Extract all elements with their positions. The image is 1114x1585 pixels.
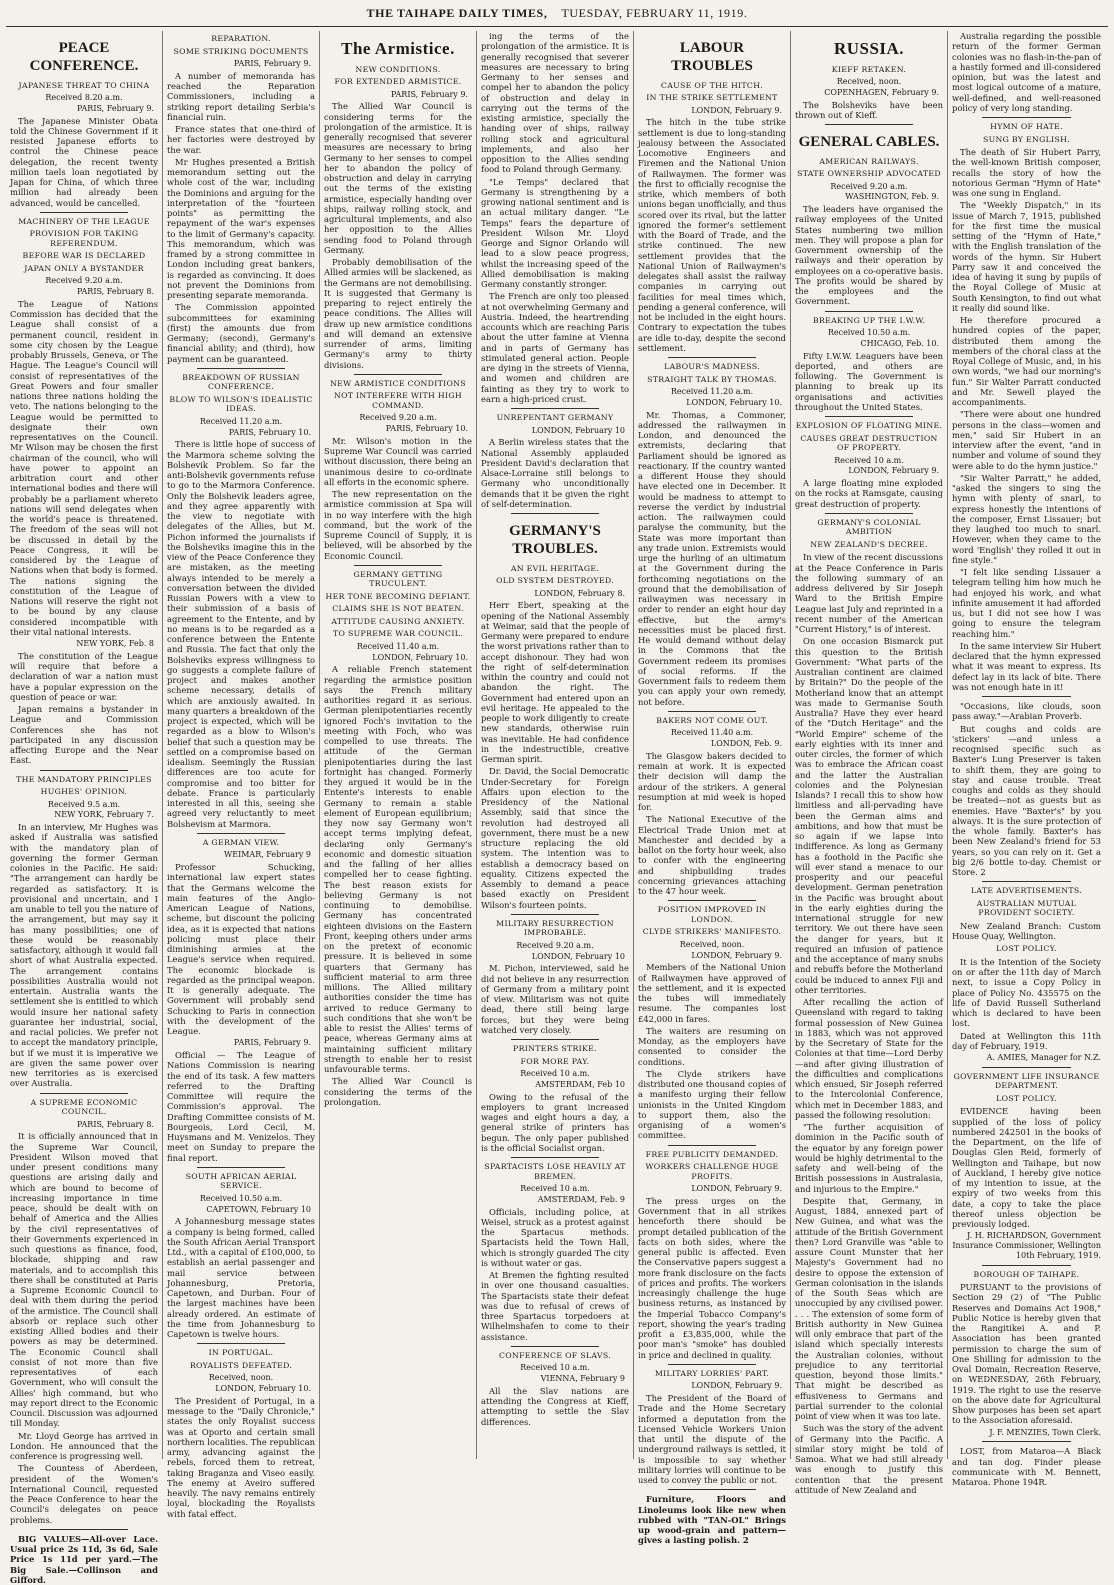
subheading: GERMANY'S COLONIAL AMBITION xyxy=(817,517,921,537)
dateline: PARIS, February 8. xyxy=(76,1119,154,1129)
divider xyxy=(668,1489,757,1490)
subheading: HER TONE BECOMING DEFIANT. xyxy=(325,591,471,601)
paragraph: The waiters are resuming on Monday, as the employers have consented to consider the conditions. xyxy=(638,1025,786,1067)
received-time: Received 8.20 a.m. xyxy=(45,93,123,103)
dateline: PARIS, February 9. xyxy=(390,89,468,99)
paragraph: Mr. Wilson's motion in the Supreme War Council was carried without discussion, there being an unanimous desire to co-ordinate all efforts in the economic sphere. xyxy=(324,435,472,487)
paragraph: The French are only too pleased at not overwhelming Germany and Austria. Indeed, the heartrending accounts which are reaching Paris about the utter famine at Vienna and in parts of Germany has stimulated general action. People are dying in the streets of Vienna, and women and children are fainting as they try to work to earn a high-priced crust. xyxy=(481,291,629,404)
dateline: LONDON, February 10. xyxy=(372,652,468,662)
divider xyxy=(825,311,914,312)
masthead xyxy=(6,0,1108,27)
subheading: LABOUR'S MADNESS. xyxy=(664,362,760,372)
subheading: HUGHES' OPINION. xyxy=(40,787,128,797)
received-time: Received, noon. xyxy=(836,77,902,87)
subheading: BLOW TO WILSON'S IDEALISTIC IDEAS. xyxy=(169,394,313,414)
dateline: AMSTERDAM, Feb. 9 xyxy=(537,1194,625,1204)
dateline: PARIS, February 10. xyxy=(228,427,311,437)
dateline: PARIS, February 9. xyxy=(233,1038,311,1048)
divider xyxy=(982,1441,1071,1442)
subheading: NEW CONDITIONS. xyxy=(355,64,441,74)
divider xyxy=(982,1265,1071,1266)
column-7 xyxy=(948,31,1105,1487)
subheading: BEFORE WAR IS DECLARED xyxy=(22,251,146,261)
paragraph: The League of Nations Commission has decided that the League shall consist of a permanent council, resident in some city chosen by the League probably Brussels, Geneva, or The Hague. The League's Council will consist of representatives of the Great Powers and four smaller nations three nations holding the veto. The nations belonging to the League would be permitted to designate their own representatives on the Council. Mr Wilson may be chosen the first chairman of the council, who will have power to appoint an arbitration court and other international bodies and there will probably be a parliament whereto nations will send delegates when the world's peace is threatened. The freedom of the seas will not be discussed in detail by the Peace Congress, it will be considered by the League of Nations when that body is formed. The nations signing the constitution of the League of Nations will reserve the right not to be bound by any clause considered incompatible with their vital national interests. xyxy=(10,298,158,637)
paragraph: In the same interview Sir Hubert declared that the hymn expressed what it was meant to express. Its defect lay in its lack of bite. There was not enough hate in it! xyxy=(952,640,1101,692)
advertisement: BIG VALUES—All-over Lace. Usual price 2s 11d, 3s 6d, Sale Price 1s 11d per yard.—The Big Sale.—Collinson and Gifford. xyxy=(10,1533,158,1585)
issue-date: TUESDAY, FEBRUARY 11, 1919. xyxy=(561,5,748,20)
columns-container xyxy=(6,31,1108,1585)
paragraph: M. Pichon, interviewed, said he did not believe in any resurrection of Germany from a military point of view. Militarism was not quite dead, there still being large forces, but they were being watched very closely. xyxy=(481,963,629,1035)
divider xyxy=(511,1157,600,1158)
subheading: BOROUGH OF TAIHAPE. xyxy=(973,1269,1080,1279)
subheading: CAUSES GREAT DESTRUCTION OF PROPERTY. xyxy=(800,433,938,453)
paragraph: The leaders have organised the railway employees of the United States numbering two million men. They will propose a plan for Government ownership of the railways and their operation by employees on a co-operative basis. The profits would be shared by the employees and the Government. xyxy=(795,204,943,307)
subheading: LOST POLICY. xyxy=(996,944,1057,954)
paragraph: The death of Sir Hubert Parry, the well-known British composer, recalls the story of how the notorious German "Hymn of Hate" was one sung in England. xyxy=(952,147,1101,198)
paragraph: The constitution of the League will require that before a declaration of war a nation must have a popular expression on the question of peace or war. xyxy=(10,650,158,702)
column-1 xyxy=(6,31,163,1585)
subheading: AUSTRALIAN MUTUAL PROVIDENT SOCIETY. xyxy=(976,898,1077,918)
divider xyxy=(668,1364,757,1365)
subheading: SUNG BY ENGLISH. xyxy=(982,134,1071,144)
paragraph: It is officially announced that in the Supreme War Council, President Wilson moved that under present conditions many questions are arising daily and which are bound to become of increasing importance in time peace, should be dealt with on behalf of America and the Allies by the civil representatives of their Governments experienced in such questions as finance, food, blockade, shipping and raw materials, and to accomplish this there shall be constituted at Paris a Supreme Economic Council to deal with them during the period of the armistice. The Council shall absorb or replace such other existing Allied bodies and their powers as may be determined. The Economic Council shall consist of not more than five representatives of each Government, who will consult the Allies' high command, but who may report direct to the Economic Council. Discussion was adjourned till Monday. xyxy=(10,1131,158,1429)
subheading: FOR MORE PAY. xyxy=(520,1056,590,1066)
dateline: WEIMAR, February 9 xyxy=(224,850,311,860)
paragraph: Fifty I.W.W. Leaguers have been deported, and others are following. The Government is planning to break up its organisations and activities throughout the United States. xyxy=(795,350,943,412)
dateline: LONDON, February 10 xyxy=(531,425,625,435)
paragraph: The "Weekly Dispatch," in its issue of March 7, 1915, published for the first time the musical setting of the "Hymn of Hate," with the English translation of the words of the hymn. Sir Hubert Parry saw it and conceived the idea of having it sung by pupils of the Royal College of Music at South Kensington, to find out what it really did sound like. xyxy=(952,200,1101,313)
paragraph: A large floating mine exploded on the rocks at Ramsgate, causing great destruction of property. xyxy=(795,478,943,509)
paragraph: "Sir Walter Parratt," he added, "asked the singers to sing the hymn with plenty of snarl, to express honestly the intentions of the composer, Ernst Lissauer; but they laughed too much to snarl. However, when they came to the word 'English' they rolled it out in fine style." xyxy=(952,472,1101,565)
paragraph: The Japanese Minister Obata told the Chinese Government if it resisted Japanese efforts to control the Chinese peace delegation, the recent twenty million taels loan negotiated by Japan for China, of which three million had already been advanced, would be cancelled. xyxy=(10,115,158,208)
subheading: GERMANY GETTING TRUCULENT. xyxy=(353,569,443,589)
subheading: WORKERS CHALLENGE HUGE PROFITS. xyxy=(645,1162,779,1181)
paragraph: The Commission appointed subcommittees for examining (first) the amounts due from Germany; (second), Germany's financial ability; and (third), how payment can be guaranteed. xyxy=(167,302,315,364)
divider xyxy=(511,1346,600,1347)
paragraph: Mr. Lloyd George has arrived in London. He announced that the conference is progressing well. xyxy=(10,1430,158,1462)
received-time: Received 11.40 a.m. xyxy=(356,641,440,651)
subheading: TO SUPREME WAR COUNCIL. xyxy=(333,629,463,639)
paragraph: Members of the National Union of Railwaymen have approved of the settlement, and it is expected the tubes will immediately resume. The companies lost £42,000 in fares. xyxy=(638,962,786,1024)
paragraph: A number of memoranda has reached the Reparation Commissioners, including a striking report detailing Serbia's financial ruin. xyxy=(167,70,315,122)
subheading: A SUPREME ECONOMIC COUNCIL. xyxy=(30,1097,138,1117)
paragraph: But coughs and colds are 'stickers' —and unless a recognised specific such as Baxter's Lung Preserver is taken to shift them, they are going to stay and cause trouble. Treat coughs and colds as they should be treated—not as guests but as enemies. Have "Baxter's" by you always. It is the sure protection of the whole family. Baxter's has been New Zealand's friend for 53 years, so you can rely on it. Get a big 2/6 bottle to-day. Chemist or Store. 2 xyxy=(952,723,1101,877)
dateline: LONDON, February 10. xyxy=(215,1384,311,1393)
divider xyxy=(40,212,129,213)
dateline: PARIS, February 8. xyxy=(76,287,154,297)
signature: A. AMIES, Manager for N.Z. xyxy=(986,1053,1101,1062)
divider xyxy=(511,1039,600,1040)
dateline: CAPETOWN, February 10 xyxy=(206,1204,311,1214)
paragraph: Mr Hughes presented a British memorandum setting out the whole cost of the war, including the Dominions and arguing for the interpretation of the "fourteen points" as permitting the repayment of the war's expenses to the limit of Germany's capacity. This memorandum, which was framed by a strong committee in London including great bankers, is regarded as convincing. It does not prevent the Dominions from presenting separate memoranda. xyxy=(167,156,315,300)
paragraph: There is little hope of success of the Marmora scheme solving the Bolshevik Problem. So far the anti-Bolshevik governments refuse to go to the Marmora Conference. Only the Bolshevik leaders agree, and they agree apparently with the view to negotiate with delegates of the Allies, but M. Pichon informed the journalists if the Bolsheviks imagine this in the view of the Peace Conference they are mistaken, as the meeting always intended to be merely a conversation between the divided Russian Powers with a view to their submission of a basis of agreement to the Entente, and by no means is to be regarded as a conference between the Entente and Russia. The fact that only the Bolsheviks express willingness to go suggests a complete failure of project and makes another scheme necessary, details of which are anxiously awaited. In many quarters a breakdown of the project is expected, which will be regarded as a blow to Wilson's belief that such a question may be settled on a compromise based on idealism. Seemingly the Russian differences are too acute for compromise and too bitter for debate. France is particularly interested in all this, seeing she agreed very reluctantly to meet Bolshevism at Marmora. xyxy=(167,439,315,829)
subheading: CONFERENCE OF SLAVS. xyxy=(498,1350,611,1360)
paragraph: A reliable French statement regarding the armistice position says the French military authorities regard it as serious. German plenipotentiaries recently ignored Foch's invitation to the meeting with Foch, who was compelled to use threats. The attitude of the German plenipotentiaries during the last fortnight has changed. Formerly they argued it would be in the Entente's interests to enable Germany to remain a stable element of European equilibrium; they now say Germany won't accept terms implying defeat, declaring only Germany's economic and domestic situation and the falling of her allies compelled her to cease fighting. The best reason exists for believing Germany is not continuing to demobilise. Germany has concentrated eighteen divisions on the Eastern Front, keeping others under arms on the pretext of economic pressure. It is believed in some quarters that Germany has sufficient material to arm three millions. The Allied military authorities consider the time has arrived to reduce Germany to such conditions that she won't be able to resist the Allies' terms of peace, whereas Germany aims at maintaining sufficient military strength to enable her to resist unfavourable terms. xyxy=(324,664,472,1075)
divider xyxy=(668,900,757,901)
subheading: A GERMAN VIEW. xyxy=(202,837,280,847)
subheading: ATTITUDE CAUSING ANXIETY. xyxy=(331,616,465,626)
dateline: VIENNA, February 9 xyxy=(540,1374,625,1384)
subheading: EXPLOSION OF FLOATING MINE. xyxy=(795,421,943,431)
subheading: CAUSE OF THE HITCH. xyxy=(660,80,764,90)
paper-name: THE TAIHAPE DAILY TIMES, xyxy=(366,5,548,20)
paragraph: Despite that, Germany, in August, 1884, annexed part of New Guinea, and what was the attitude of the British Government then? Lord Granville was "able to assure Count Munster that her Majesty's Government had no desire to oppose the extension of German colonisation in the islands of the South Seas which are unoccupied by any civilised power. . . . The extension of some form of British authority in New Guinea will only embrace that part of the island which specially interests the Australian colonies, without prejudice to any territorial question, beyond those limits." That might be described as effusiveness to Germans and partial surrender to the colonial point of view when it was too late. xyxy=(795,1195,943,1422)
received-time: Received 9.20 a.m. xyxy=(359,413,437,423)
subheading: FREE PUBLICITY DEMANDED. xyxy=(645,1149,779,1159)
divider xyxy=(354,565,443,566)
subheading: GOVERNMENT LIFE INSURANCE DEPARTMENT. xyxy=(953,1071,1100,1091)
received-time: Received 10.50 a.m. xyxy=(199,1193,283,1203)
divider xyxy=(825,416,914,417)
headline: PEACE CONFERENCE. xyxy=(29,40,139,75)
paragraph: Herr Ebert, speaking at the opening of the National Assembly at Weimar, said that the people of Germany were prepared to endure the worst privations rather than to accept dishonour. They had won the right of self-determination within the country and could not abandon the right. The Government had entered upon an evil heritage. He appealed to the people to work diligently to create new standards, otherwise ruin was inevitable. He had confidence in the indestructible, creative German spirit. xyxy=(481,600,629,765)
column-4 xyxy=(477,31,634,1459)
column-5 xyxy=(634,31,791,1546)
subheading: JAPAN ONLY A BYSTANDER xyxy=(24,263,144,273)
subheading: REPARATION. xyxy=(211,34,271,43)
subheading: MILITARY LORRIES' PART. xyxy=(654,1368,770,1378)
dateline: LONDON, February 9. xyxy=(691,1381,782,1391)
divider xyxy=(197,1167,286,1168)
subheading: BREAKING UP THE I.W.W. xyxy=(812,315,926,325)
paragraph: "I felt like sending Lissauer a telegram telling him how much he had enjoyed his work, and what infinite amusement it had afforded us, but I did not see how I was going to ensure the telegram reaching him." xyxy=(952,567,1101,639)
divider xyxy=(982,696,1071,697)
subheading: NEW ARMISTICE CONDITIONS xyxy=(330,378,466,388)
divider xyxy=(197,1343,286,1344)
advertisement: Furniture, Floors and Linoleums look like new when rubbed with "TAN-OL" Brings up wood-grain and pattern—gives a lasting polish. 2 xyxy=(638,1494,786,1546)
paragraph: On one occasion Bismarck put this question to the British Government: "What parts of the Australian continent are claimed by Britain?" Do the people of the Motherland know that an attempt was made to Germanise South Australia? Have they ever heard of the "Dutch Heritage" and the "World Empire" scheme of the early eighties with its inner and outer circles, the former of which was to embrace the African coast and the latter the Australian colonies and the Polynesian Islands? I recall this to show how limitless and all-pervading have been the German aims and ambitions, and how that must be so again if we lapse into indifference. As long as Germany has a foothold in the Pacific she will ever stand a menace to our prosperity and our peaceful development. German penetration in the Pacific was brought about in the early eighties during the international struggle for new territory. We out there have seen the danger for years, but it required an infusion of patience and the acceptance of many snubs and rebuffs before the Motherland could be induced to annex Fiji and other territories. xyxy=(795,636,943,995)
subheading: PRINTERS STRIKE. xyxy=(513,1044,597,1054)
paragraph: Australia regarding the possible return of the former German colonies was no flash-in-the-pan of a hastily formed and ill-considered opinion, but was the latest and most logical outcome of a mature, well-defined, and well-reasoned policy of very long standing. xyxy=(952,31,1101,113)
paragraph: The National Executive of the Electrical Trade Union met at Manchester and decided by a ballot on the forty hour week, also to confer with the engineering and shipbuilding trades concerning grievances attaching to the 47 hour week. xyxy=(638,814,786,897)
dateline: LONDON, February 10. xyxy=(686,397,782,407)
subheading: STRAIGHT TALK BY THOMAS. xyxy=(647,374,777,384)
subheading: MACHINERY OF THE LEAGUE xyxy=(18,216,150,226)
paragraph: The Glasgow bakers decided to remain at work. It is expected their decision will damp the ardour of the strikers. A general resumption at mid week is hoped for. xyxy=(638,750,786,813)
signature: J. H. RICHARDSON, Government Insurance Commissioner, Wellington 10th February, 1919. xyxy=(952,1231,1101,1260)
paragraph: At Bremen the fighting resulted in over one thousand casualties. The Spartacists state their defeat was due to refusal of crews of three Spartacus torpedoers at Wilhelmshafen to come to their assistance. xyxy=(481,1270,629,1342)
divider xyxy=(40,1093,129,1094)
paragraph: New Zealand Branch: Custom House Quay, Wellington. xyxy=(952,920,1101,941)
received-time: Received, noon. xyxy=(208,1373,274,1383)
signature: J. F. MENZIES, Town Clerk. xyxy=(989,1427,1101,1437)
divider xyxy=(197,368,286,369)
subheading: KIEFF RETAKEN. xyxy=(831,64,907,74)
paragraph: Mr. Thomas, a Commoner, addressed the railwaymen in London, and denounced the extremists, declaring that Parliament should be ignored as reactionary. If the country wanted a different House they should have elected one in December. It would be madness to attempt to reverse the verdict by industrial action. The railwaymen could paralyse the community, but the State was more important than any trade union. Extremists would urge the hurling of an ultimatum at the Government during the forthcoming negotiations on the ground that the demobilisation of railwaymen was necessary in order to render an eight hour day effective, but the army's necessities must be placed first. He would demand without delay in the Commons that the Government redeem its promises of social reforms. If the Government fails to redeem them you can apply your own remedy, not before. xyxy=(638,409,786,707)
divider xyxy=(197,833,286,834)
subheading: LOST POLICY. xyxy=(996,1093,1057,1103)
paragraph: PURSUANT to the provisions of Section 29 (2) of "The Public Reserves and Domains Act 1908," Public Notice is hereby given that the Rangitikei A. and P. Association has been granted permission to charge the sum of One Shilling for admission to the Oval Domain, Recreation Reserve, on WEDNESDAY, 26th February, 1919. The right to use the reserve on the above date for Agricultural Show purposes has been set apart to the Association aforesaid. xyxy=(952,1282,1101,1426)
subheading: MILITARY RESURRECTION IMPROBABLE. xyxy=(496,918,614,938)
paragraph: Dr. David, the Social Democratic Under-Secretary for Foreign Affairs upon election to the Presidency of the National Assembly, said that since the revolution had destroyed all government, there must be a new structure replacing the old system. The intention was to establish a democracy based on equality. Citizens expected the Assembly to demand a peace based exactly on President Wilson's fourteen points. xyxy=(481,766,629,910)
subheading: FOR EXTENDED ARMISTICE. xyxy=(334,77,462,87)
paragraph: A Johannesburg message states a company is being formed, called the South African Aerial Transport Ltd., with a capital of £100,000, to establish an aerial passenger and mail service between Johannesburg, Pretoria, Capetown, and Durban. Four of the largest machines have been already ordered. An estimate of the time from Johannesburg to Capetown is twelve hours. xyxy=(167,1216,315,1339)
subheading: NOT INTERFERE WITH HIGH COMMAND. xyxy=(333,391,463,410)
divider xyxy=(40,1529,129,1530)
headline: The Armistice. xyxy=(341,39,455,58)
paragraph: Such was the story of the advent of Germany into the Pacific. A similar story might be told of Samoa. What we had still already was enough to justify this contention that the present attitude of New Zealand and xyxy=(795,1423,943,1495)
received-time: Received, noon. xyxy=(679,939,745,949)
received-time: Received 10 a.m. xyxy=(520,1184,590,1194)
headline: RUSSIA. xyxy=(833,39,905,58)
paragraph: The Allied War Council is considering terms for the prolongation of the armistice. It is generally recognised that severer measures are necessary to bring Germany to her senses to compel her to abandon the policy of obstruction and delay in carrying out the terms of the existing armistice, especially handing over ships, railway rolling stock, and agricultural implements, and also her opposition to the Allies sending food to Poland through Germany. xyxy=(324,101,472,255)
paragraph: In view of the recent discussions at the Peace Conference in Paris the following summary of an address delivered by Sir Joseph Ward to the British Empire League last July and reprinted in a recent number of the American "Current History," is of interest. xyxy=(795,552,943,635)
subheading: THE MANDATORY PRINCIPLES xyxy=(16,774,152,784)
divider xyxy=(511,914,600,915)
headline: LABOUR TROUBLES xyxy=(671,40,753,75)
dateline: NEW YORK, Feb. 8 xyxy=(76,639,154,649)
dateline: COPENHAGEN, February 9. xyxy=(824,87,939,97)
subheading: CLAIMS SHE IS NOT BEATEN. xyxy=(332,604,464,614)
paragraph: Probably demobilisation of the Allied armies will be slackened, as the Germans are not demobilising. It is suggested that Germany is preparing to reject entirely the peace conditions. The Allies will draw up new armistice conditions and will demand an extensive surrender of arms, limiting Germany's army to thirty divisions. xyxy=(324,257,472,370)
subheading: CLYDE STRIKERS' MANIFESTO. xyxy=(642,927,782,937)
received-time: Received 9.5 a.m. xyxy=(47,799,121,809)
divider xyxy=(511,408,600,409)
subheading: IN PORTUGAL. xyxy=(208,1348,274,1358)
paragraph: "There were about one hundred persons in the class—women and men," said Sir Hubert in an interview after the event, "and in number and volume of sound they were able to do the hymn justice." xyxy=(952,409,1101,471)
subheading: STATE OWNERSHIP ADVOCATED xyxy=(797,169,941,179)
received-time: Received 11.20 a.m. xyxy=(199,416,283,426)
divider xyxy=(982,881,1071,882)
subheading: OLD SYSTEM DESTROYED. xyxy=(496,576,614,586)
column-2 xyxy=(163,31,320,1519)
dateline: LONDON, February 9. xyxy=(691,950,782,960)
column-3 xyxy=(320,31,477,1459)
dateline: AMSTERDAM, Feb 10 xyxy=(535,1079,625,1089)
received-time: Received 11.40 a.m. xyxy=(670,728,754,738)
paragraph: After recalling the action of Queensland with regard to taking formal possession of New Guinea in 1883, which was not approved by the Secretary of State for the Colonies at that time—Lord Derby—and after giving illustration of the difficulties and complications which ensued, Sir Joseph referred to the Intercolonial Conference, which met in December 1883, and passed the following resolution: xyxy=(795,997,943,1120)
dateline: LONDON, February 8. xyxy=(534,588,625,598)
subheading: SOUTH AFRICAN AERIAL SERVICE. xyxy=(185,1171,297,1191)
received-time: Received 9.20 a.m. xyxy=(45,276,123,286)
dateline: LONDON, Feb. 9. xyxy=(710,739,782,749)
headline: GERMANY'S TROUBLES. xyxy=(509,523,601,558)
dateline: LONDON, February 10 xyxy=(531,951,625,961)
dateline: CHICAGO, Feb. 10. xyxy=(860,338,939,348)
subheading: JAPANESE THREAT TO CHINA xyxy=(18,80,150,90)
divider xyxy=(668,357,757,358)
subheading: IN THE STRIKE SETTLEMENT xyxy=(646,93,778,103)
paragraph: The President of Portugal, in a message to the "Daily Chronicle," states the only Royalist success was at Oporto and certain small northern localities. The republican army, advancing against the rebels, forced them to retreat, taking Braganza and Viseo easily. The enemy at Aveiro suffered heavily. The navy remains entirely loyal, blockading the Royalists with fatal effect. xyxy=(167,1395,315,1519)
subheading: BREAKDOWN OF RUSSIAN CONFERENCE. xyxy=(182,372,300,392)
subheading: AMERICAN RAILWAYS. xyxy=(819,156,919,166)
paragraph: Officials, including police, at Weisel, struck as a protest against the Spartacus methods. Spartacists held the Town Hall, which is strongly guarded The city is without water or gas. xyxy=(481,1206,629,1268)
divider xyxy=(40,770,129,771)
divider xyxy=(354,374,443,375)
dateline: PARIS, February 10. xyxy=(385,424,468,434)
divider xyxy=(825,513,914,514)
paragraph: It is the Intention of the Society on or after the 11th day of March next, to issue a Copy Policy in place of Policy No. 435575 on the life of David Russell Sutherland which is declared to have been lost. xyxy=(952,956,1101,1029)
paragraph: A Berlin wireless states that the National Assembly applauded President David's declaration that Alsace-Lorraine still belongs to Germany who unconditionally demands that it be given the right of self-determination. xyxy=(481,437,629,509)
paragraph: "Occasions, like clouds, soon pass away."—Arabian Proverb. xyxy=(952,701,1101,722)
dateline: LONDON, February 9. xyxy=(848,466,939,476)
paragraph: He therefore procured a hundred copies of the paper, distributed them among the members of the choral class at the Royal College of Music, and, in his own words, "we had our morning's fun." Sir Walter Parratt conducted and Mr. Sewell played the accompaniments. xyxy=(952,315,1101,407)
paragraph: All the Slav nations are attending the Congress at Kieff, attempting to settle the Slav differences. xyxy=(481,1385,629,1427)
column-6 xyxy=(791,31,948,1495)
dateline: WASHINGTON, Feb. 9. xyxy=(845,192,939,202)
paragraph: Japan remains a bystander in League and Commission Conferences she has not participated in any discussion affecting Europe and the Near East. xyxy=(10,704,158,766)
paragraph: France states that one-third of her factories were destroyed by the war. xyxy=(167,124,315,155)
paragraph: The Allied War Council is considering the terms of the prolongation. xyxy=(324,1076,472,1107)
received-time: Received 10.50 a.m. xyxy=(827,328,911,338)
dateline: LONDON, February 9. xyxy=(691,1184,782,1194)
divider xyxy=(668,1145,757,1146)
received-time: Received 9.20 a.m. xyxy=(830,181,908,191)
received-time: Received 9.20 a.m. xyxy=(516,940,594,950)
received-time: Received 10 a.m. xyxy=(834,455,904,465)
paragraph: The new representation on the armistice commission at Spa will in no way interfere with the high command, but the work of the Supreme Council of Supply, it is believed, will be absorbed by the Economic Council. xyxy=(324,489,472,561)
subheading: HYMN OF HATE. xyxy=(990,122,1063,131)
received-time: Received 10 a.m. xyxy=(520,1363,590,1373)
paragraph: The hitch in the tube strike settlement is due to long-standing jealousy between the Associated Locomotive Engineers and Firemen and the National Union of Railwaymen. The former was the first to officially recognise the strike, which members of both unions began unofficially, and thus scored over its rival, but the latter ignored the former's settlement with the Board of Trade, and the strike continued. The new settlement provides that the National Union of Railwaymen's delegates shall assist the railway companies in carrying out facilities for meal times which, pending a general conference, will not be included in the eight hours. Contrary to expectation the tubes are idle to-day, despite the second settlement. xyxy=(638,117,786,353)
paragraph: ing the terms of the prolongation of the armistice. It is generally recognised that severer measures are necessary to bring Germany to her senses and compel her to abandon the policy of obstruction and delay in carrying out the terms of the existing armistice, specially the handing over of ships, railway rolling stock and agricultural implements, and also her opposition to the Allies sending food to Poland through Germany. xyxy=(481,31,629,175)
paragraph: Official — The League of Nations Commission is nearing the end of its task. A few matters referred to the Drafting Committee will require the Commission's approval. The Drafting Committee consists of M. Bourgeois, Lord Cecil, M. Huysmans and M. Venizelos. They meet on Sunday to prepare the final report. xyxy=(167,1050,315,1163)
paragraph: "The further acquisition of dominion in the Pacific south of the equator by any foreign power would be highly detrimental to the safety and well-being of the British possessions in Australasia, and injurious to the Empire." xyxy=(795,1122,943,1194)
dateline: LONDON, February 9. xyxy=(691,105,782,115)
paragraph: "Le Temps" declared that Germany is strengthening by a growing national sentiment and is an actual military danger. "Le Temps" fears the departure of President Wilson Mr. Lloyd George and Signor Orlando will lead to a slow peace progress, whilst the increasing speed of the Allied demobilisation is making Germany constantly stronger. xyxy=(481,176,629,289)
dateline: PARIS, February 9. xyxy=(233,59,311,68)
paragraph: The Clyde strikers have distributed one thousand copies of a manifesto urging their fellow unionists in the United Kingdom to support them, also the organising of a women's committee. xyxy=(638,1068,786,1141)
paragraph: Owing to the refusal of the employers to grant increased wages and eight hours a day, a general strike of printers has begun. The only paper published is the official Socialist organ. xyxy=(481,1091,629,1153)
paragraph: The press urges on the Government that in all strikes henceforth there should be prompt detailed publication of the facts on both sides, where the general public is affected. Even the Conservative papers suggest a more frank disclosure on the facts of prices and profits. The workers increasingly challenge the huge business returns, as instanced by the Imperial Tobacco Company's report, showing the year's trading profit a £3,835,000, while the poor man's "smoke" has doubled in price and declined in quality. xyxy=(638,1195,786,1360)
paragraph: LOST, from Mataroa—A Black and tan dog. Finder please communicate with M. Bennett, Mataroa. Phone 194R. xyxy=(952,1446,1101,1487)
subheading: UNREPENTANT GERMANY xyxy=(496,413,614,422)
subheading: SOME STRIKING DOCUMENTS xyxy=(173,46,309,56)
dateline: PARIS, February 9. xyxy=(76,103,154,113)
subheading: POSITION IMPROVED IN LONDON. xyxy=(657,905,767,924)
paragraph: In an interview, Mr Hughes was asked if Australia was satisfied with the mandatory plan of governing the former German colonies in the Pacific. He said: "The arrangement can hardly be regarded as satisfactory. It is provisional and uncertain, and I am unable to tell you the nature of the arrangement, but may say it has many possibilities; one of these would be reasonably satisfactory, although it would fall short of what Australia expected. The arrangement contains possibilities Australia would not entertain. Australia wants the settlement she is entitled to which would insure her national safety guarantee her industrial, social, and racial policies. We prefer not to accept the mandatory principle, but if we must it is imperative we are given the same power over new territories as is exercised over Australia. xyxy=(10,822,158,1089)
received-time: Received 10 a.m. xyxy=(520,1069,590,1079)
paragraph: Dated at Wellington this 11th day of February, 1919. xyxy=(952,1030,1101,1051)
paragraph: Professor Schucking, international law expert states that the Germans welcome the main features of the Anglo-American League of Nations, scheme, but discount the policing idea, as it is expected that nations policing must place their diminishing armies at the League's service when required. The economic blockade is regarded as the principal weapon. It is generally adequate. The Government will probably send Schucking to Paris in connection with the development of the League. xyxy=(167,862,315,1036)
paragraph: EVIDENCE having been supplied of the loss of policy numbered 242501 in the books of the Department, on the life of Douglas Glen Reid, formerly of Wellington and Taihape, but now of Auckland, I hereby give notice of my intention to issue, at the expiry of two weeks from this date, a copy to take the place thereof unless objection be previously lodged. xyxy=(952,1106,1101,1229)
subheading: BAKERS NOT COME OUT. xyxy=(656,715,768,725)
divider xyxy=(982,1067,1071,1068)
dateline: NEW YORK, February 7. xyxy=(54,810,154,820)
divider xyxy=(982,117,1071,118)
subheading: SPARTACISTS LOSE HEAVILY AT BREMEN. xyxy=(484,1162,626,1181)
divider xyxy=(511,513,600,514)
subheading: ROYALISTS DEFEATED. xyxy=(189,1360,293,1370)
divider xyxy=(668,711,757,712)
divider xyxy=(825,124,914,125)
subheading: LATE ADVERTISEMENTS. xyxy=(970,886,1083,896)
subheading: NEW ZEALAND'S DECREE. xyxy=(810,539,928,549)
subheading: AN EVIL HERITAGE. xyxy=(510,563,600,573)
headline: GENERAL CABLES. xyxy=(798,134,940,151)
received-time: Received 11.20 a.m. xyxy=(670,387,754,397)
paragraph: The President of the Board of Trade and the Home Secretary informed a deputation from the Licensed Vehicle Workers Union that until the dispute of the underground railways is settled, it is impossible to say whether military lorries will continue to be used to convey the public or not. xyxy=(638,1393,786,1486)
subheading: PROVISION FOR TAKING REFERENDUM. xyxy=(29,229,139,248)
paragraph: The Bolsheviks have been thrown out of Kieff. xyxy=(795,99,943,120)
paragraph: The Countess of Aberdeen, president of the Women's International Council, requested the Peace Conference to hear the Council's delegates on peace problems. xyxy=(10,1463,158,1525)
